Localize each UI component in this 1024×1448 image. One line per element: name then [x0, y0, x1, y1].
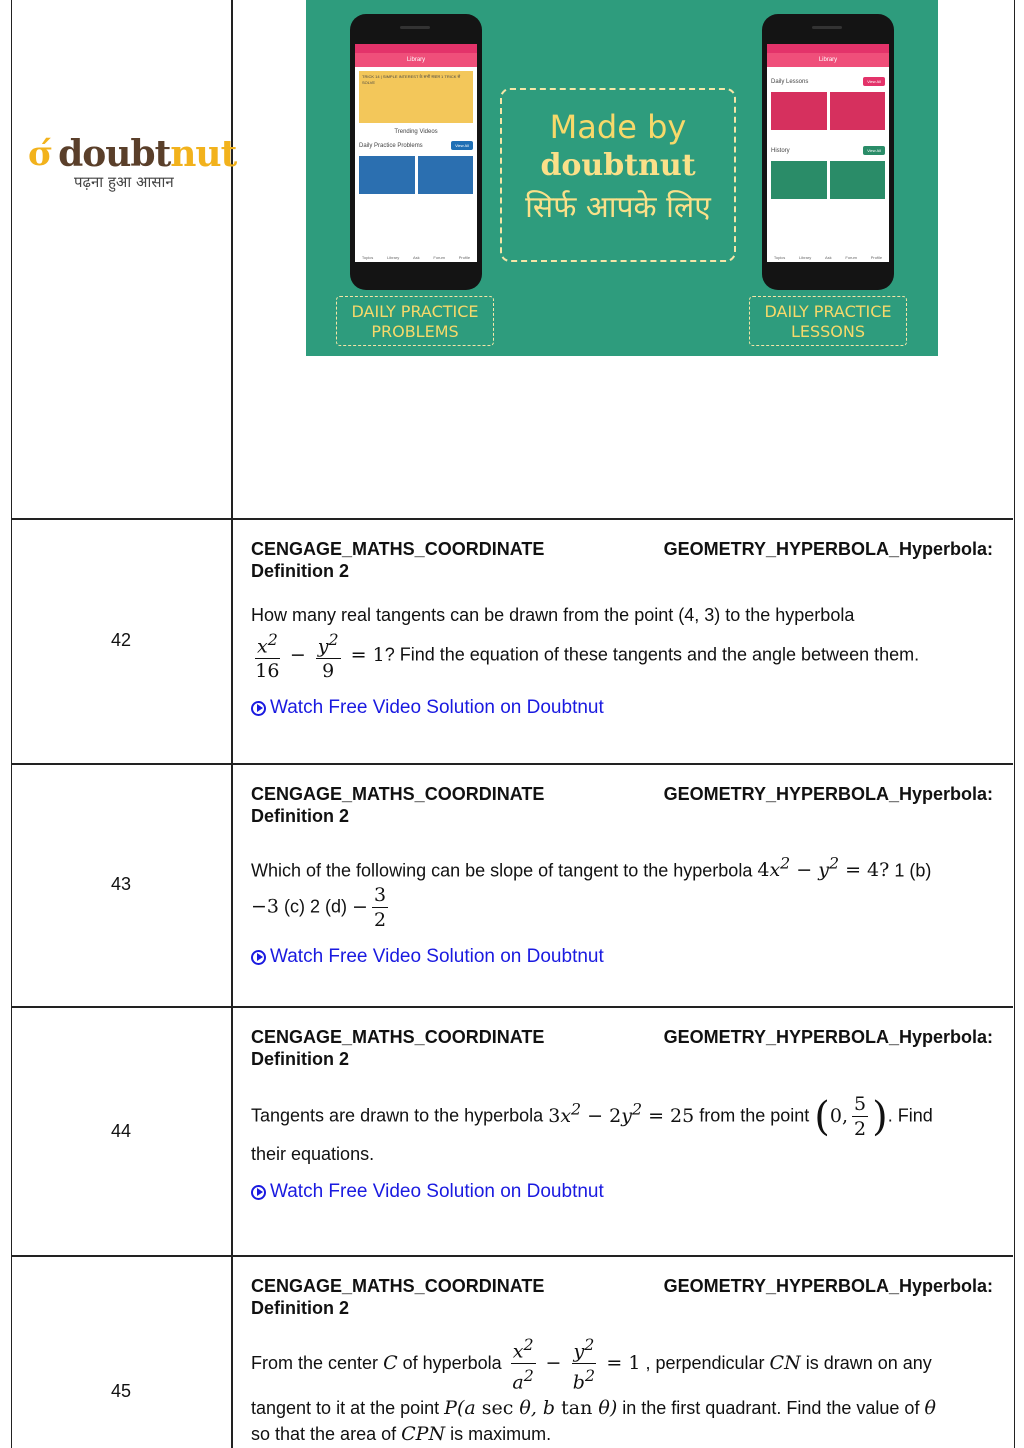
nav-item: Library [798, 255, 812, 260]
question-number: 44 [110, 1121, 132, 1141]
section-title: Trending Videos [394, 129, 438, 135]
daily-practice-lessons-label: DAILY PRACTICE LESSONS [749, 296, 907, 346]
question-heading: CENGAGE_MATHS_COORDINATE GEOMETRY_HYPERBOLA_Hyperbola: Definition 2 [251, 784, 993, 826]
daily-practice-problems-label: DAILY PRACTICE PROBLEMS [336, 296, 494, 346]
video-card: TRICK 14 | SIMPLE INTEREST के सभी सवाल 1 TRICK से SOLVE [359, 71, 473, 123]
lesson-tile [771, 92, 827, 130]
watch-video-link[interactable]: Watch Free Video Solution on Doubtnut [251, 1181, 993, 1203]
question-number: 45 [110, 1381, 132, 1401]
question-text: Tangents are drawn to the hyperbola $3x^2 - 2y^2 = 25$ from the point (0, $\frac{5}{2}$ ). Find their equations. [251, 1093, 933, 1164]
row-divider [11, 1006, 1013, 1008]
logo-word-nut: nut [170, 133, 237, 175]
nav-item: Profile [870, 255, 883, 260]
question-text: How many real tangents can be drawn from the point (4, 3) to the hyperbola $\frac{x^2}{16}$ − $\frac{y^2}{9}$ = 1? Find the equation of these tangents and the angle between them. [251, 605, 920, 683]
nav-item: Forum [433, 255, 445, 260]
app-title: Library [355, 53, 477, 67]
question-number: 43 [110, 874, 132, 894]
bottom-nav [767, 255, 889, 260]
column-divider [231, 0, 233, 1448]
nav-item: Topics [361, 255, 374, 260]
section-title: Daily Practice Problems [359, 142, 423, 149]
promo-banner [306, 0, 938, 356]
question-heading: CENGAGE_MATHS_COORDINATE GEOMETRY_HYPERBOLA_Hyperbola: Definition 2 [251, 1027, 993, 1069]
doubtnut-mark-icon: σ́ [28, 134, 53, 174]
question-45 [251, 1275, 993, 1447]
history-tile [830, 161, 886, 199]
nav-item: Ask [412, 255, 420, 260]
nav-item: Forum [845, 255, 857, 260]
doubtnut-logo [28, 133, 237, 192]
phone-mockup-left [350, 14, 482, 290]
play-circle-icon [251, 1185, 266, 1200]
row-divider [11, 518, 1013, 520]
section-title: Daily Lessons [771, 78, 809, 85]
view-all-button: View All [451, 141, 473, 150]
question-number: 42 [110, 630, 132, 650]
section-title: History [771, 147, 790, 154]
lesson-tile [830, 92, 886, 130]
view-all-button: View All [863, 77, 885, 86]
made-by-text: Made by [549, 108, 687, 146]
watch-video-link[interactable]: Watch Free Video Solution on Doubtnut [251, 697, 993, 719]
watch-video-link[interactable]: Watch Free Video Solution on Doubtnut [251, 946, 993, 968]
question-text: From the center C of hyperbola $\frac{x^2}{a^2}$ − $\frac{y^2}{b^2}$ = 1 , perpendicular CN is drawn on any tangent to it at the point P(a sec θ, b tan θ) in the first quadrant. Find the value of θ so that the area of CPN is maximum. [251, 1335, 936, 1445]
phone-mockup-right [762, 14, 894, 290]
question-text: Which of the following can be slope of tangent to the hyperbola $4x^2 - y^2 = 4$? 1 (b) −3 (c) 2 (d) − $\frac{3}{2}$ [251, 854, 932, 932]
nav-item: Ask [824, 255, 832, 260]
question-42 [251, 538, 993, 719]
made-by-hindi: सिर्फ आपके लिए [525, 190, 711, 225]
nav-item: Profile [458, 255, 471, 260]
play-circle-icon [251, 950, 266, 965]
question-44 [251, 1026, 993, 1203]
row-divider [11, 1255, 1013, 1257]
play-circle-icon [251, 701, 266, 716]
made-by-box [500, 88, 736, 262]
app-title: Library [767, 53, 889, 67]
view-all-button: View All [863, 146, 885, 155]
history-tile [771, 161, 827, 199]
logo-word-doubt: doubt [58, 133, 171, 175]
question-43 [251, 783, 993, 968]
bottom-nav [355, 255, 477, 260]
logo-tagline: पढ़ना हुआ आसान [74, 173, 174, 191]
question-heading: CENGAGE_MATHS_COORDINATE GEOMETRY_HYPERBOLA_Hyperbola: Definition 2 [251, 539, 993, 581]
question-heading: CENGAGE_MATHS_COORDINATE GEOMETRY_HYPERBOLA_Hyperbola: Definition 2 [251, 1276, 993, 1318]
nav-item: Topics [773, 255, 786, 260]
problem-tile [418, 156, 474, 194]
made-by-brand: doubtnut [540, 148, 696, 183]
problem-tile [359, 156, 415, 194]
row-divider [11, 763, 1013, 765]
nav-item: Library [386, 255, 400, 260]
